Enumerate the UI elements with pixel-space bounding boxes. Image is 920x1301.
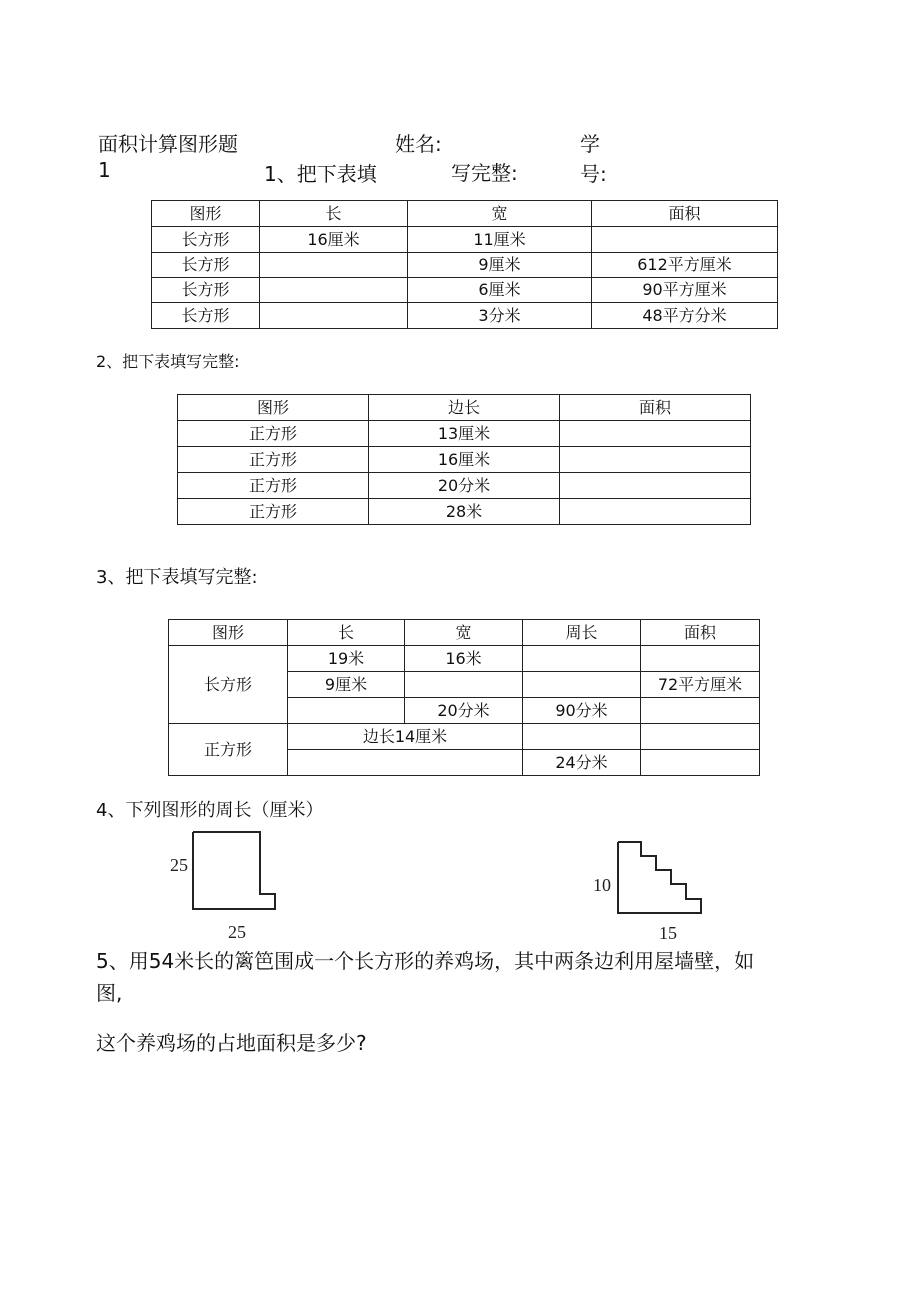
table-row	[178, 499, 751, 525]
header-cell: 面积	[641, 620, 760, 646]
table-cell: 72平方厘米	[641, 672, 760, 698]
header-cell: 宽	[405, 620, 523, 646]
table-cell: 16厘米	[369, 447, 560, 473]
table-cell: 长方形	[152, 253, 260, 278]
header-cell: 图形	[178, 395, 369, 421]
header-cell: 图形	[152, 201, 260, 227]
table-cell: 长方形	[152, 227, 260, 253]
header-cell: 周长	[523, 620, 641, 646]
rectangle-label-cell: 长方形	[169, 646, 288, 724]
header-cell: 长	[260, 201, 408, 227]
table-cell: 13厘米	[369, 421, 560, 447]
answer-cell[interactable]	[260, 253, 408, 278]
q2-table	[177, 394, 751, 525]
table-row	[152, 303, 778, 329]
table-row	[178, 447, 751, 473]
answer-cell[interactable]	[641, 698, 760, 724]
q2-title: 2、把下表填写完整:	[96, 352, 240, 371]
staircase-outline	[618, 842, 701, 913]
header-cell: 图形	[169, 620, 288, 646]
answer-cell[interactable]	[641, 724, 760, 750]
header-cell: 长	[288, 620, 405, 646]
fig1-height-label: 25	[170, 855, 188, 875]
q1-table	[151, 200, 778, 329]
table-cell: 3分米	[408, 303, 592, 329]
header-cell: 面积	[560, 395, 751, 421]
table-cell: 16米	[405, 646, 523, 672]
header-cell: 宽	[408, 201, 592, 227]
table-cell: 边长14厘米	[288, 724, 523, 750]
table-cell: 正方形	[178, 499, 369, 525]
answer-cell[interactable]	[288, 750, 523, 776]
table-cell: 长方形	[152, 278, 260, 303]
notched-square-outline	[193, 832, 275, 909]
table-cell: 20分米	[405, 698, 523, 724]
table-cell: 612平方厘米	[592, 253, 778, 278]
table-cell: 9厘米	[288, 672, 405, 698]
student-id-label-bottom: 号:	[580, 162, 607, 186]
header-cell: 面积	[592, 201, 778, 227]
table-cell: 正方形	[178, 421, 369, 447]
student-id-label-top: 学	[580, 132, 600, 156]
answer-cell[interactable]	[560, 499, 751, 525]
table-cell: 20分米	[369, 473, 560, 499]
answer-cell[interactable]	[523, 646, 641, 672]
table-row	[152, 253, 778, 278]
table-header-row	[152, 201, 778, 227]
table-header-row	[178, 395, 751, 421]
figure-notched-square	[160, 826, 290, 944]
table-cell: 48平方分米	[592, 303, 778, 329]
q5-line-2: 图,	[96, 981, 123, 1005]
figure-staircase	[585, 830, 715, 948]
answer-cell[interactable]	[560, 447, 751, 473]
table-cell: 90平方厘米	[592, 278, 778, 303]
table-row	[169, 724, 760, 750]
page-title: 面积计算图形题	[98, 132, 238, 156]
answer-cell[interactable]	[523, 672, 641, 698]
q3-title: 3、把下表填写完整:	[96, 567, 258, 588]
answer-cell[interactable]	[592, 227, 778, 253]
table-cell: 6厘米	[408, 278, 592, 303]
answer-cell[interactable]	[641, 750, 760, 776]
table-row	[152, 278, 778, 303]
answer-cell[interactable]	[560, 421, 751, 447]
header-cell: 边长	[369, 395, 560, 421]
table-row	[178, 473, 751, 499]
table-cell: 24分米	[523, 750, 641, 776]
table-cell: 长方形	[152, 303, 260, 329]
name-label: 姓名:	[395, 132, 442, 156]
fig1-width-label: 25	[228, 922, 246, 942]
table-cell: 16厘米	[260, 227, 408, 253]
fig2-width-label: 15	[659, 923, 677, 943]
q3-table	[168, 619, 760, 776]
answer-cell[interactable]	[405, 672, 523, 698]
table-cell: 11厘米	[408, 227, 592, 253]
q5-line-3: 这个养鸡场的占地面积是多少?	[96, 1031, 367, 1055]
answer-cell[interactable]	[260, 303, 408, 329]
table-cell: 19米	[288, 646, 405, 672]
table-row	[152, 227, 778, 253]
table-cell: 90分米	[523, 698, 641, 724]
table-header-row	[169, 620, 760, 646]
fig2-height-label: 10	[593, 875, 611, 895]
question-number: 1	[98, 158, 111, 182]
q4-title: 4、下列图形的周长（厘米）	[96, 800, 324, 821]
table-cell: 正方形	[178, 473, 369, 499]
answer-cell[interactable]	[641, 646, 760, 672]
answer-cell[interactable]	[260, 278, 408, 303]
table-row	[169, 646, 760, 672]
q5-line-1: 5、用54米长的篱笆围成一个长方形的养鸡场，其中两条边利用屋墙壁，如	[96, 949, 755, 973]
answer-cell[interactable]	[560, 473, 751, 499]
table-cell: 28米	[369, 499, 560, 525]
answer-cell[interactable]	[288, 698, 405, 724]
table-row	[178, 421, 751, 447]
answer-cell[interactable]	[523, 724, 641, 750]
q1-title-part-b: 写完整:	[451, 161, 518, 185]
q1-title-part-a: 1、把下表填	[264, 162, 377, 186]
square-label-cell: 正方形	[169, 724, 288, 776]
table-cell: 正方形	[178, 447, 369, 473]
table-cell: 9厘米	[408, 253, 592, 278]
